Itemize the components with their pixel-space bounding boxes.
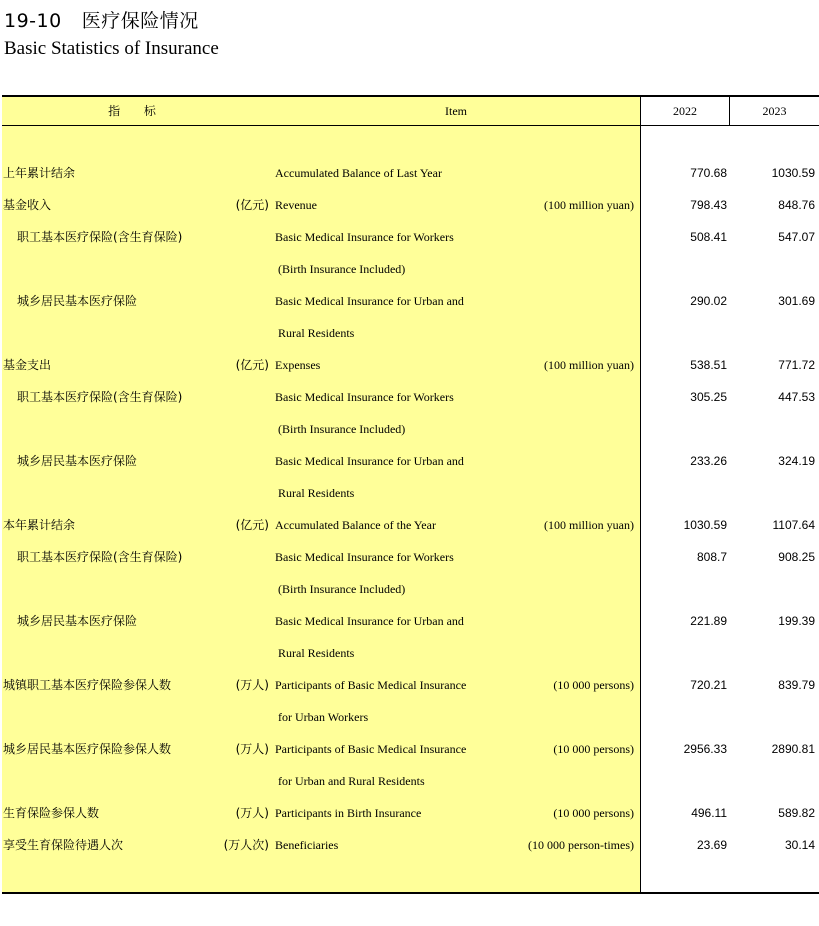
table-title-en: Basic Statistics of Insurance (4, 38, 219, 59)
table-row (0, 189, 819, 221)
table-row (0, 381, 819, 413)
item-en: Basic Medical Insurance for Urban and (275, 454, 464, 468)
value-2022: 1030.59 (683, 518, 727, 532)
indicator-cn: 城乡居民基本医疗保险 (17, 294, 138, 308)
header-indicator: 指 标 (108, 104, 166, 118)
unit-en: (10 000 persons) (553, 806, 634, 820)
item-en-continued: Rural Residents (278, 486, 355, 500)
value-2022: 233.26 (690, 454, 727, 468)
value-2022: 508.41 (690, 230, 727, 244)
indicator-cn: 职工基本医疗保险(含生育保险) (17, 390, 183, 404)
header-year-2022: 2022 (673, 104, 697, 118)
table-row (0, 797, 819, 829)
value-2022: 2956.33 (683, 742, 727, 756)
indicator-cn: 城乡居民基本医疗保险 (17, 454, 138, 468)
value-2022: 305.25 (690, 390, 727, 404)
unit-cn: (亿元) (235, 198, 269, 212)
item-en: Basic Medical Insurance for Urban and (275, 294, 464, 308)
value-2023: 839.79 (778, 678, 815, 692)
indicator-cn: 城乡居民基本医疗保险参保人数 (3, 742, 172, 756)
value-2023: 1030.59 (771, 166, 815, 180)
value-2023: 771.72 (778, 358, 815, 372)
table-row (0, 349, 819, 381)
unit-en: (100 million yuan) (544, 518, 634, 532)
table-row-continuation (0, 477, 819, 509)
item-en: Participants of Basic Medical Insurance (275, 742, 467, 756)
indicator-cn: 城乡居民基本医疗保险 (17, 614, 138, 628)
item-en: Accumulated Balance of Last Year (275, 166, 442, 180)
item-en: Basic Medical Insurance for Urban and (275, 614, 464, 628)
unit-cn: (万人) (235, 806, 269, 820)
table-row (0, 605, 819, 637)
table-row (0, 733, 819, 765)
value-2023: 447.53 (778, 390, 815, 404)
value-2023: 324.19 (778, 454, 815, 468)
table-row (0, 669, 819, 701)
indicator-cn: 享受生育保险待遇人次 (3, 838, 124, 852)
table-row (0, 541, 819, 573)
item-en: Beneficiaries (275, 838, 339, 852)
indicator-cn: 职工基本医疗保险(含生育保险) (17, 550, 183, 564)
value-2022: 290.02 (690, 294, 727, 308)
value-2022: 720.21 (690, 678, 727, 692)
unit-cn: (万人次) (223, 838, 269, 852)
unit-en: (10 000 person-times) (528, 838, 634, 852)
item-en: Revenue (275, 198, 317, 212)
item-en-continued: Rural Residents (278, 646, 355, 660)
indicator-cn: 职工基本医疗保险(含生育保险) (17, 230, 183, 244)
table-row-continuation (0, 765, 819, 797)
table-row-continuation (0, 253, 819, 285)
indicator-cn: 基金收入 (3, 198, 52, 212)
item-en: Basic Medical Insurance for Workers (275, 390, 454, 404)
table-title-cn (4, 6, 199, 33)
value-2022: 808.7 (696, 550, 727, 564)
indicator-cn: 基金支出 (3, 358, 52, 372)
indicator-cn: 生育保险参保人数 (3, 806, 100, 820)
table-row-continuation (0, 573, 819, 605)
item-en: Accumulated Balance of the Year (275, 518, 436, 532)
value-2023: 30.14 (784, 838, 815, 852)
table-row (0, 509, 819, 541)
table-row-continuation (0, 317, 819, 349)
value-2022: 23.69 (696, 838, 727, 852)
value-2022: 798.43 (690, 198, 727, 212)
item-en: Basic Medical Insurance for Workers (275, 550, 454, 564)
bottom-rule (2, 892, 819, 894)
value-2023: 908.25 (778, 550, 815, 564)
item-en-continued: Rural Residents (278, 326, 355, 340)
value-2023: 301.69 (778, 294, 815, 308)
unit-cn: (亿元) (235, 518, 269, 532)
indicator-cn: 本年累计结余 (3, 518, 76, 532)
value-2023: 199.39 (778, 614, 815, 628)
table-row-continuation (0, 413, 819, 445)
table-row (0, 285, 819, 317)
header-year-2023: 2023 (762, 104, 787, 118)
indicator-cn: 城镇职工基本医疗保险参保人数 (3, 678, 172, 692)
item-en: Participants in Birth Insurance (275, 806, 422, 820)
table-row (0, 445, 819, 477)
item-en-continued: (Birth Insurance Included) (278, 582, 406, 596)
value-2023: 589.82 (778, 806, 815, 820)
value-2023: 547.07 (778, 230, 815, 244)
table-title-cn-text: 医疗保险情况 (81, 10, 199, 32)
item-en-continued: for Urban Workers (278, 710, 369, 724)
table-row (0, 157, 819, 189)
value-2022: 538.51 (690, 358, 727, 372)
value-2023: 2890.81 (771, 742, 815, 756)
value-2023: 1107.64 (772, 518, 815, 532)
unit-en: (10 000 persons) (553, 678, 634, 692)
table-number: 19-10 (4, 10, 62, 32)
item-en-continued: (Birth Insurance Included) (278, 262, 406, 276)
item-en: Expenses (275, 358, 321, 372)
value-2022: 770.68 (690, 166, 727, 180)
value-2022: 496.11 (691, 806, 727, 820)
table-row (0, 221, 819, 253)
item-en-continued: (Birth Insurance Included) (278, 422, 406, 436)
unit-cn: (亿元) (235, 358, 269, 372)
value-2023: 848.76 (778, 198, 815, 212)
table-row-continuation (0, 701, 819, 733)
header-item: Item (445, 104, 467, 118)
table-row-continuation (0, 637, 819, 669)
item-en-continued: for Urban and Rural Residents (278, 774, 425, 788)
item-en: Participants of Basic Medical Insurance (275, 678, 467, 692)
unit-en: (100 million yuan) (544, 358, 634, 372)
value-2022: 221.89 (690, 614, 727, 628)
item-en: Basic Medical Insurance for Workers (275, 230, 454, 244)
unit-en: (100 million yuan) (544, 198, 634, 212)
table-row (0, 829, 819, 861)
unit-en: (10 000 persons) (553, 742, 634, 756)
unit-cn: (万人) (235, 742, 269, 756)
header-rule (2, 125, 819, 126)
unit-cn: (万人) (235, 678, 269, 692)
indicator-cn: 上年累计结余 (3, 166, 76, 180)
